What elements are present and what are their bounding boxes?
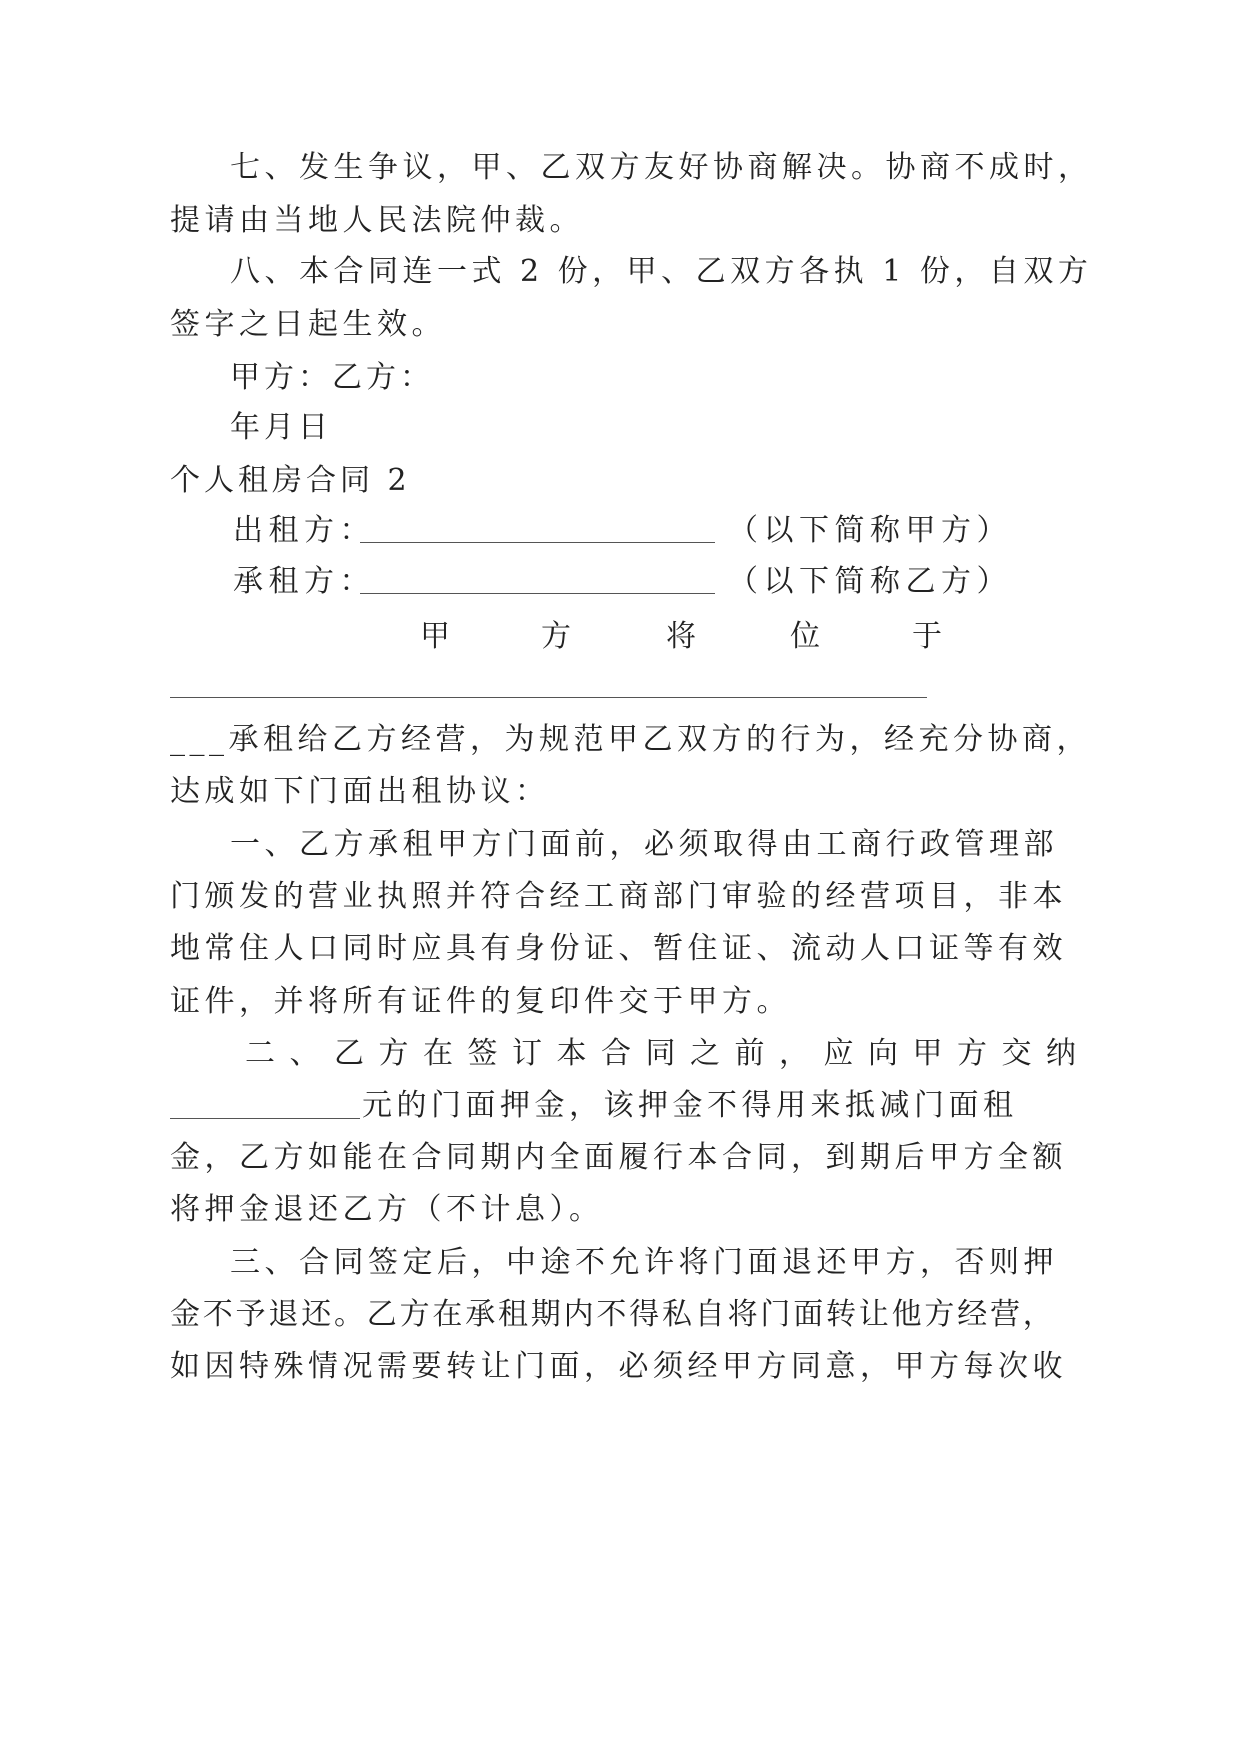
clause-1-line-2: 门颁发的营业执照并符合经工商部门审验的经营项目，非本 (170, 879, 1067, 914)
lessor-label: 出租方： (233, 513, 375, 548)
clause-1-line-3: 地常住人口同时应具有身份证、暂住证、流动人口证等有效 (170, 931, 1067, 966)
signature-date: 年月日 (230, 410, 332, 445)
intro-line-1 (170, 720, 1091, 760)
location-char-4: 位 (790, 619, 820, 654)
location-char-5: 于 (912, 619, 942, 654)
intro-line-2: 达成如下门面出租协议： (170, 774, 550, 809)
clause-3-line-2: 金不予退还。乙方在承租期内不得私自将门面转让他方经营， (170, 1297, 1056, 1332)
location-blank-line (170, 697, 927, 698)
clause-1-line-4: 证件，并将所有证件的复印件交于甲方。 (170, 984, 791, 1019)
location-char-3: 将 (666, 619, 696, 654)
lessee-blank-line (360, 593, 715, 594)
intro-blank: ___ (170, 722, 229, 757)
clause-2-line-3: 金，乙方如能在合同期内全面履行本合同，到期后甲方全额 (170, 1140, 1067, 1175)
article-8-line-1: 八、本合同连一式 2 份，甲、乙双方各执 1 份，自双方 (230, 254, 1093, 289)
intro-line-1-text: 承租给乙方经营，为规范甲乙双方的行为，经充分协商， (228, 722, 1091, 757)
lessor-note: （以下简称甲方） (728, 513, 1012, 548)
clause-1-line-1: 一、乙方承租甲方门面前，必须取得由工商行政管理部 (230, 827, 1058, 862)
contract-title: 个人租房合同 2 (170, 463, 411, 498)
article-7-line-2: 提请由当地人民法院仲裁。 (170, 203, 584, 238)
lessee-label: 承租方： (233, 564, 375, 599)
lessor-blank-line (360, 542, 715, 543)
clause-3-line-3: 如因特殊情况需要转让门面，必须经甲方同意，甲方每次收 (170, 1349, 1067, 1384)
lessee-note: （以下简称乙方） (728, 564, 1012, 599)
location-line (0, 617, 1241, 657)
clause-2-line-2: 元的门面押金，该押金不得用来抵减门面租 (362, 1088, 1018, 1123)
article-8-line-2: 签字之日起生效。 (170, 307, 446, 342)
clause-2-line-1: 二、乙方在签订本合同之前，应向甲方交纳 (245, 1036, 1091, 1071)
article-7-line-1: 七、发生争议，甲、乙双方友好协商解决。协商不成时， (230, 150, 1093, 185)
signature-party-b: 乙方： (332, 360, 434, 395)
location-char-1: 甲 (420, 619, 450, 654)
location-char-2: 方 (541, 619, 571, 654)
clause-3-line-1: 三、合同签定后，中途不允许将门面退还甲方，否则押 (230, 1245, 1058, 1280)
deposit-blank-line (170, 1118, 360, 1119)
signature-party-a: 甲方： (230, 360, 332, 395)
clause-2-line-4: 将押金退还乙方（不计息）。 (170, 1192, 604, 1227)
